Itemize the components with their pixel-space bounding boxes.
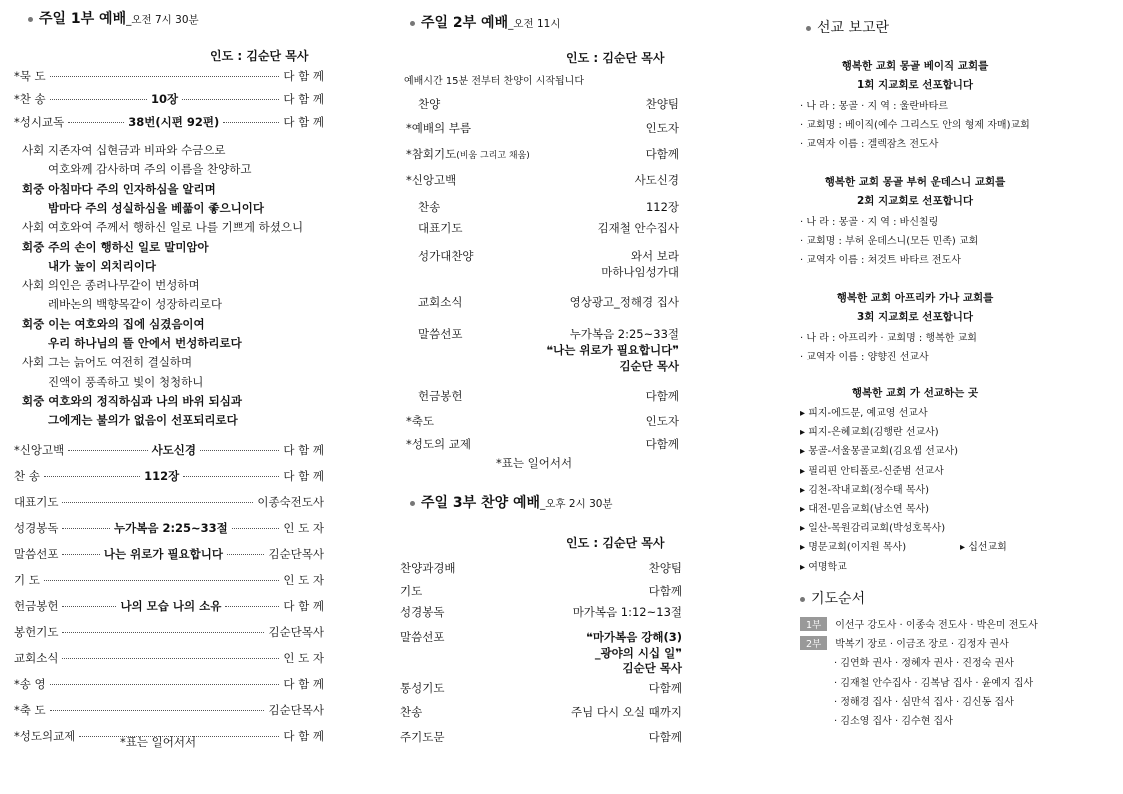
bullet-icon	[410, 21, 415, 26]
order-label	[418, 220, 462, 236]
order-label: *찬 송	[14, 92, 46, 106]
order-row	[14, 702, 324, 718]
order-label: 성경봉독	[14, 521, 59, 535]
order-person: 김순단목사	[268, 703, 324, 717]
order-value: 김순단 목사	[619, 359, 679, 373]
order-value: 다함께	[645, 147, 679, 161]
order-row	[14, 494, 324, 510]
mission-heading: 행복한 교회 몽골 베이직 교회를	[841, 60, 989, 72]
order-value: 누가복음 2:25~33절	[569, 327, 679, 341]
order-value: 사도신경	[634, 173, 679, 187]
order-label	[418, 248, 474, 264]
order-value: 마가복음 1:12~13절	[572, 605, 682, 619]
order-detail: 10장	[150, 92, 179, 106]
order-person: 인 도 자	[283, 521, 324, 535]
order-label: 교회소식	[14, 651, 59, 665]
dot-leader	[62, 632, 264, 633]
order-label: 주기도문	[400, 730, 445, 744]
support-title: 행복한 교회 가 선교하는 곳	[851, 387, 979, 399]
dot-leader	[62, 554, 99, 555]
order-label: 봉헌기도	[14, 625, 59, 639]
order-value: 다함께	[648, 730, 682, 744]
order-row	[14, 676, 324, 692]
order-value: 인도자	[645, 414, 679, 428]
order-label-text: 성가대찬양	[418, 249, 474, 263]
order-label: *신앙고백	[14, 443, 65, 457]
order-value: _광야의 시십 일❞	[594, 646, 682, 660]
reading-line: 사회 지존자여 십현금과 비파와 수금으로	[22, 143, 226, 157]
order-label	[406, 146, 530, 162]
dot-leader	[62, 606, 116, 607]
order-detail: 나의 모습 나의 소유	[120, 599, 222, 613]
order-label: 기도	[400, 584, 423, 598]
dot-leader	[200, 450, 279, 451]
standing-note: *표는 일어서서	[120, 735, 197, 749]
order-value: 다함께	[645, 389, 679, 403]
order-label: 통성기도	[400, 681, 445, 695]
reading-line: 밤마다 주의 성실하심을 베풂이 좋으니이다	[48, 200, 264, 215]
mission-subheading: 1회 지교회로 선포합니다	[856, 79, 974, 91]
order-row	[14, 598, 324, 614]
standing-note-2: *표는 일어서서	[496, 456, 573, 470]
order-value: 찬양팀	[648, 561, 682, 575]
dot-leader	[50, 710, 265, 711]
dot-leader	[223, 122, 279, 123]
order-label: 성경봉독	[400, 605, 445, 619]
order-label-sub: (비움 그리고 채움)	[456, 151, 530, 161]
reading-line: 여호와께 감사하며 주의 이름을 찬양하고	[48, 162, 252, 177]
order-label-text: *예배의 부름	[406, 121, 471, 135]
order-label-text: 헌금봉헌	[418, 389, 463, 403]
service1-leader: 인도 : 김순단 목사	[210, 49, 309, 63]
order-row	[14, 572, 324, 588]
mission-report-title: 선교 보고란	[806, 17, 889, 37]
order-detail: 누가복음 2:25~33절	[114, 521, 228, 535]
reading-line: 회중 여호와의 정직하심과 나의 바위 되심과	[22, 393, 242, 408]
mission-detail: · 교역자 이름 : 쳐것트 바타르 전도사	[800, 255, 961, 266]
bullet-icon	[800, 597, 805, 602]
order-value: 다함께	[648, 584, 682, 598]
order-value: 주님 다시 오실 때까지	[571, 705, 682, 719]
prayer-row	[834, 674, 1033, 689]
order-value: 다함께	[648, 681, 682, 695]
order-label-text: 교회소식	[418, 295, 463, 309]
reading-line: 회중 이는 여호와의 집에 심겼음이여	[22, 316, 205, 331]
support-item: ▸ 피지-에드문, 예교영 선교사	[800, 408, 928, 419]
dot-leader	[225, 606, 279, 607]
prayer-row	[800, 616, 1038, 631]
order-value: ❝나는 위로가 필요합니다❞	[546, 343, 679, 357]
prayer-row	[834, 712, 953, 727]
mission-subheading: 3회 지교회로 선포합니다	[856, 311, 974, 323]
dot-leader	[44, 476, 140, 477]
order-person: 다 함 께	[283, 469, 325, 483]
order-value: 112장	[645, 200, 679, 214]
order-label	[406, 413, 434, 429]
order-value: 김재철 안수집사	[597, 221, 679, 235]
order-label	[418, 294, 462, 310]
order-value: 인도자	[645, 121, 679, 135]
order-label: *성도의교제	[14, 729, 76, 743]
order-person: 다 함 께	[283, 69, 324, 83]
order-person: 다 함 께	[283, 599, 324, 613]
support-item: ▸ 몽골-서울몽골교회(김요셉 선교사)	[800, 446, 959, 458]
service3-leader: 인도 : 김순단 목사	[566, 536, 665, 550]
bullet-icon	[28, 17, 33, 22]
dot-leader	[44, 580, 279, 581]
order-value: 마하나임성가대	[601, 265, 679, 279]
dot-leader	[62, 528, 110, 529]
dot-leader	[50, 76, 280, 77]
order-label: *묵 도	[14, 69, 46, 83]
mission-heading: 행복한 교회 아프리카 가나 교회를	[836, 292, 994, 304]
order-label-text: 찬양	[418, 97, 441, 111]
order-label	[418, 388, 462, 404]
dot-leader	[68, 122, 124, 123]
order-value: 다함께	[645, 437, 679, 451]
order-label-text: *신앙고백	[406, 173, 457, 187]
reading-line: 내가 높이 외치리이다	[48, 258, 156, 273]
order-row	[14, 650, 324, 666]
order-person: 다 함 께	[283, 729, 324, 743]
service3-title: 주일 3부 찬양 예배_오후 2시 30분	[410, 492, 613, 512]
order-value: 와서 보라	[630, 249, 679, 263]
order-label	[406, 436, 471, 452]
dot-leader	[183, 476, 279, 477]
order-label: 찬송	[400, 705, 423, 719]
order-row	[14, 68, 324, 84]
bullet-icon	[410, 501, 415, 506]
order-row	[14, 624, 324, 640]
reading-line: 그에게는 불의가 없음이 선포되리로다	[48, 413, 238, 428]
service1-title: 주일 1부 예배_오전 7시 30분	[28, 8, 199, 28]
dot-leader	[68, 450, 147, 451]
order-row	[14, 546, 324, 562]
order-label-text: 대표기도	[418, 221, 463, 235]
order-value: 찬양팀	[645, 97, 679, 111]
order-person: 이종숙전도사	[257, 495, 324, 509]
dot-leader	[50, 684, 280, 685]
order-label: 대표기도	[14, 495, 59, 509]
order-label	[406, 120, 471, 136]
order-label: 찬양과경배	[400, 561, 456, 575]
prayer-row	[800, 635, 1009, 650]
order-value: 김순단 목사	[622, 661, 682, 675]
order-label-text: *성도의 교제	[406, 437, 471, 451]
mission-detail: · 나 라 : 몽골 · 지 역 : 바신칠링	[800, 217, 939, 228]
order-label	[406, 172, 456, 188]
order-row	[14, 91, 324, 107]
order-label: 헌금봉헌	[14, 599, 59, 613]
order-detail: 112장	[144, 469, 180, 483]
dot-leader	[62, 658, 279, 659]
order-label	[418, 199, 440, 215]
order-row	[14, 442, 324, 458]
order-label-text: *축도	[406, 414, 434, 428]
support-item: ▸ 필리핀 안티폴로-신준범 선교사	[800, 465, 944, 477]
order-row	[14, 114, 324, 130]
support-item: ▸ 여명학교	[800, 561, 847, 573]
order-person: 다 함 께	[283, 115, 325, 129]
order-person: 인 도 자	[283, 573, 324, 587]
order-label: 말씀선포	[400, 630, 445, 644]
reading-line: 사회 그는 늙어도 여전히 결실하며	[22, 355, 193, 370]
mission-detail: · 교회명 : 베이직(예수 그리스도 안의 형제 자매)교회	[800, 120, 1030, 131]
order-label-text: 말씀선포	[418, 327, 463, 341]
service2-title: 주일 2부 예배_오전 11시	[410, 12, 561, 32]
prayer-names: 이선구 강도사 · 이종숙 전도사 · 박은미 전도사	[835, 620, 1038, 631]
dot-leader	[182, 99, 279, 100]
support-item: ▸ 피지-은혜교회(김행란 선교사)	[800, 427, 939, 439]
reading-line: 사회 의인은 종려나무같이 번성하며	[22, 278, 200, 293]
service2-intro: 예배시간 15분 전부터 찬양이 시작됩니다	[404, 76, 584, 87]
order-detail: 38번(시편 92편)	[128, 115, 220, 129]
support-item: ▸ 명문교회(이지원 목사)	[800, 542, 907, 554]
prayer-names: · 김연화 권사 · 정혜자 권사 · 진정숙 권사	[834, 658, 1014, 670]
mission-detail: · 교회명 : 부허 운데스니(모든 민족) 교회	[800, 236, 979, 247]
order-detail: 나는 위로가 필요합니다	[103, 547, 223, 561]
mission-subheading: 2회 지교회로 선포합니다	[856, 195, 974, 207]
mission-detail: · 교역자 이름 : 겔렉잠츠 전도사	[800, 139, 939, 150]
order-person: 다 함 께	[283, 677, 324, 691]
prayer-tag: 2부	[800, 636, 827, 650]
order-label: *송 영	[14, 677, 46, 691]
reading-line: 레바논의 백향목같이 성장하리로다	[48, 297, 222, 312]
support-item: ▸ 김천-작내교회(정수태 목사)	[800, 484, 930, 496]
order-person: 다 함 께	[283, 92, 325, 106]
prayer-names: 박복기 장로 · 이금조 장로 · 김정자 권사	[835, 639, 1009, 651]
dot-leader	[232, 528, 280, 529]
order-detail: 사도신경	[151, 443, 196, 457]
reading-line: 사회 여호와여 주께서 행하신 일로 나를 기쁘게 하셨으니	[22, 220, 304, 235]
prayer-row	[834, 654, 1014, 669]
dot-leader	[62, 502, 253, 503]
service2-leader: 인도 : 김순단 목사	[566, 51, 665, 65]
order-value: 영상광고_정해경 집사	[569, 295, 679, 309]
support-item: ▸ 일산-목원감리교회(박성호목사)	[800, 523, 946, 535]
order-row	[14, 468, 324, 484]
order-label-text: *참회기도	[406, 147, 457, 161]
prayer-names: · 정해경 집사 · 심만석 집사 · 김신동 집사	[834, 696, 1014, 708]
prayer-names: · 김재철 안수집사 · 김복남 집사 · 윤예지 집사	[834, 677, 1034, 689]
order-person: 다 함 께	[283, 443, 325, 457]
order-label-text: 찬송	[418, 200, 441, 214]
order-person: 김순단목사	[268, 625, 324, 639]
bullet-icon	[806, 26, 811, 31]
prayer-names: · 김소영 집사 · 김수현 집사	[834, 716, 953, 727]
prayer-row	[834, 693, 1014, 708]
reading-line: 진액이 풍족하고 빛이 청청하니	[48, 374, 204, 389]
reading-line: 우리 하나님의 뜰 안에서 번성하리로다	[48, 336, 242, 350]
order-label	[418, 96, 440, 112]
order-label: 찬 송	[14, 469, 40, 483]
order-label: *축 도	[14, 703, 46, 717]
support-item: ▸ 대전-믿음교회(남소연 목사)	[800, 504, 930, 515]
order-label	[418, 326, 462, 342]
reading-line: 회중 아침마다 주의 인자하심을 알리며	[22, 181, 216, 196]
dot-leader	[227, 554, 264, 555]
mission-detail: · 교역자 이름 : 양향진 선교사	[800, 352, 929, 363]
prayer-tag: 1부	[800, 617, 827, 631]
order-person: 인 도 자	[283, 651, 324, 665]
mission-heading: 행복한 교회 몽골 부허 운데스니 교회를	[824, 176, 1006, 188]
mission-detail: · 나 라 : 몽골 · 지 역 : 울란바타르	[800, 101, 948, 112]
prayer-title: 기도순서	[800, 588, 865, 608]
order-label: 기 도	[14, 573, 40, 587]
order-row	[14, 520, 324, 536]
order-label: *성시교독	[14, 115, 65, 129]
reading-line: 회중 주의 손이 행하신 일로 말미암아	[22, 239, 209, 254]
dot-leader	[50, 99, 147, 100]
order-value: ❝마가복음 강해(3)	[586, 630, 682, 644]
order-label: 말씀선포	[14, 547, 59, 561]
mission-detail: · 나 라 : 아프리카 · 교회명 : 행복한 교회	[800, 333, 977, 344]
order-person: 김순단목사	[268, 547, 324, 561]
support-item-extra: ▸ 십선교회	[960, 542, 1007, 553]
